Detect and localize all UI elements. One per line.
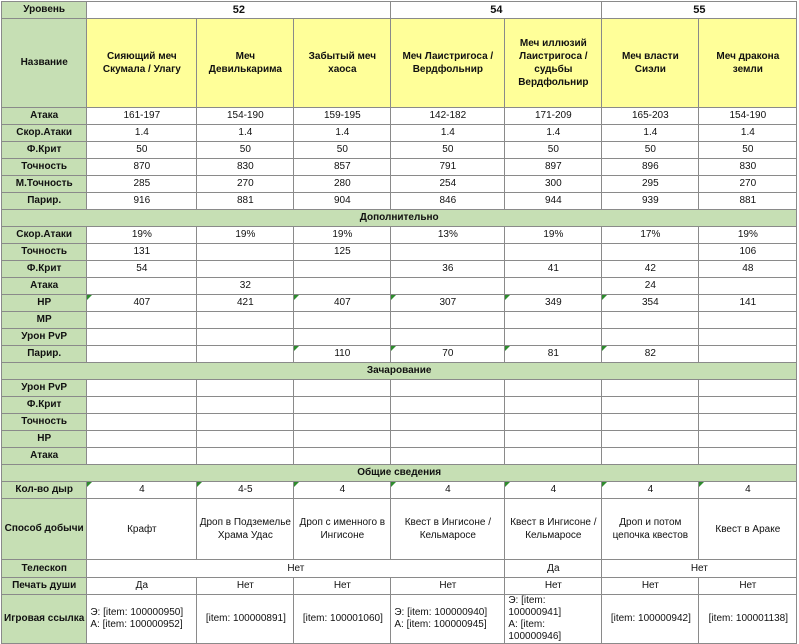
base-parry-label[interactable]: Парир. xyxy=(2,193,87,210)
telescope-value[interactable]: Нет xyxy=(602,560,797,578)
item-link: А: [item: 100000946] xyxy=(508,619,562,642)
table-cell[interactable] xyxy=(602,244,699,261)
table-cell[interactable] xyxy=(699,312,797,329)
additional-parry-label[interactable]: Парир. xyxy=(2,346,87,363)
base-accuracy-row xyxy=(2,159,797,176)
table-cell[interactable] xyxy=(87,329,197,346)
telescope-value[interactable]: Да xyxy=(505,560,602,578)
table-cell[interactable]: 50 xyxy=(505,142,602,159)
game-link-cell[interactable] xyxy=(294,595,391,644)
item-link: А: [item: 100000952] xyxy=(90,619,183,630)
weapon-name[interactable]: Меч Девилькарима xyxy=(197,19,294,108)
base-parry-row xyxy=(2,193,797,210)
table-cell[interactable]: 1.4 xyxy=(602,125,699,142)
item-link: [item: 100001138] xyxy=(708,613,788,624)
table-cell[interactable] xyxy=(294,397,391,414)
table-cell[interactable] xyxy=(602,397,699,414)
name-row xyxy=(2,19,797,108)
additional-crit-label[interactable]: Ф.Крит xyxy=(2,261,87,278)
table-cell[interactable]: 295 xyxy=(602,176,699,193)
table-cell[interactable]: 4 xyxy=(699,482,797,499)
table-cell[interactable]: 131 xyxy=(87,244,197,261)
table-cell[interactable] xyxy=(294,448,391,465)
table-cell[interactable]: 13% xyxy=(391,227,505,244)
table-cell[interactable]: 48 xyxy=(699,261,797,278)
table-cell[interactable] xyxy=(294,312,391,329)
table-cell[interactable] xyxy=(87,414,197,431)
base-attack-row xyxy=(2,108,797,125)
telescope-row xyxy=(2,560,797,578)
table-cell[interactable]: 4 xyxy=(602,482,699,499)
table-cell[interactable] xyxy=(505,329,602,346)
obtain-method-label[interactable]: Способ добычи xyxy=(2,499,87,560)
table-cell[interactable]: 50 xyxy=(602,142,699,159)
table-cell[interactable] xyxy=(294,380,391,397)
table-cell[interactable]: Да xyxy=(87,578,197,595)
weapon-name[interactable]: Меч дракона земли xyxy=(699,19,797,108)
table-cell[interactable]: 142-182 xyxy=(391,108,505,125)
table-cell[interactable]: 254 xyxy=(391,176,505,193)
level-label[interactable]: Уровень xyxy=(2,2,87,19)
table-cell[interactable]: 154-190 xyxy=(699,108,797,125)
table-cell[interactable]: Крафт xyxy=(87,499,197,560)
table-cell[interactable]: 42 xyxy=(602,261,699,278)
additional-hp-row xyxy=(2,295,797,312)
enchant-attack-label[interactable]: Атака xyxy=(2,448,87,465)
additional-accuracy-label[interactable]: Точность xyxy=(2,244,87,261)
table-cell[interactable]: 82 xyxy=(602,346,699,363)
table-cell[interactable] xyxy=(391,448,505,465)
table-cell[interactable]: 300 xyxy=(505,176,602,193)
table-cell[interactable] xyxy=(505,414,602,431)
additional-attack-label[interactable]: Атака xyxy=(2,278,87,295)
socket-count-row xyxy=(2,482,797,499)
enchant-crit-row xyxy=(2,397,797,414)
additional-section-header: Дополнительно xyxy=(2,210,797,227)
base-attack-speed-label[interactable]: Скор.Атаки xyxy=(2,125,87,142)
table-cell[interactable]: 41 xyxy=(505,261,602,278)
table-cell[interactable]: 19% xyxy=(197,227,294,244)
table-cell[interactable]: 896 xyxy=(602,159,699,176)
enchant-section-row xyxy=(2,363,797,380)
game-link-cell[interactable] xyxy=(505,595,602,644)
additional-attack-speed-label[interactable]: Скор.Атаки xyxy=(2,227,87,244)
table-cell[interactable]: 19% xyxy=(699,227,797,244)
table-cell[interactable]: 19% xyxy=(505,227,602,244)
additional-pvp-damage-row xyxy=(2,329,797,346)
table-cell[interactable] xyxy=(602,380,699,397)
enchant-attack-row xyxy=(2,448,797,465)
table-cell[interactable]: 354 xyxy=(602,295,699,312)
table-cell[interactable]: Квест в Араке xyxy=(699,499,797,560)
weapon-name[interactable]: Меч иллюзий Лаистригоса / судьбы Вердфольнир xyxy=(505,19,602,108)
table-cell[interactable] xyxy=(87,431,197,448)
table-cell[interactable] xyxy=(197,414,294,431)
soul-seal-row xyxy=(2,578,797,595)
table-cell[interactable] xyxy=(391,278,505,295)
table-cell[interactable]: Квест в Ингисоне / Кельмаросе xyxy=(505,499,602,560)
enchant-pvp-damage-label[interactable]: Урон PvP xyxy=(2,380,87,397)
additional-crit-row xyxy=(2,261,797,278)
name-label[interactable]: Название xyxy=(2,19,87,108)
enchant-crit-label[interactable]: Ф.Крит xyxy=(2,397,87,414)
weapon-name[interactable]: Меч власти Сиэли xyxy=(602,19,699,108)
base-attack-speed-row xyxy=(2,125,797,142)
table-cell[interactable] xyxy=(197,397,294,414)
table-cell[interactable]: 846 xyxy=(391,193,505,210)
table-cell[interactable]: Квест в Ингисоне / Кельмаросе xyxy=(391,499,505,560)
table-cell[interactable] xyxy=(391,380,505,397)
table-cell[interactable]: 870 xyxy=(87,159,197,176)
base-magic-accuracy-row xyxy=(2,176,797,193)
table-cell[interactable]: 171-209 xyxy=(505,108,602,125)
table-cell[interactable]: Нет xyxy=(602,578,699,595)
table-cell[interactable] xyxy=(602,431,699,448)
table-cell[interactable] xyxy=(699,346,797,363)
table-cell[interactable] xyxy=(699,448,797,465)
table-cell[interactable] xyxy=(197,448,294,465)
table-cell[interactable] xyxy=(391,312,505,329)
game-link-cell[interactable] xyxy=(197,595,294,644)
table-cell[interactable]: 50 xyxy=(294,142,391,159)
table-cell[interactable] xyxy=(294,278,391,295)
table-cell[interactable]: 161-197 xyxy=(87,108,197,125)
table-cell[interactable] xyxy=(699,431,797,448)
table-cell[interactable] xyxy=(505,448,602,465)
additional-accuracy-row xyxy=(2,244,797,261)
soul-seal-label[interactable]: Печать души xyxy=(2,578,87,595)
table-cell[interactable]: 904 xyxy=(294,193,391,210)
table-cell[interactable] xyxy=(699,329,797,346)
table-cell[interactable] xyxy=(505,380,602,397)
table-cell[interactable]: Дроп с именного в Ингисоне xyxy=(294,499,391,560)
table-cell[interactable]: Дроп и потом цепочка квестов xyxy=(602,499,699,560)
table-cell[interactable]: 939 xyxy=(602,193,699,210)
enchant-pvp-damage-row xyxy=(2,380,797,397)
item-link: [item: 100001060] xyxy=(302,613,383,624)
table-cell[interactable] xyxy=(391,244,505,261)
table-cell[interactable] xyxy=(197,261,294,278)
table-cell[interactable]: 407 xyxy=(87,295,197,312)
item-link: А: [item: 100000945] xyxy=(394,619,487,630)
table-cell[interactable] xyxy=(699,414,797,431)
additional-mp-label[interactable]: MP xyxy=(2,312,87,329)
table-cell[interactable] xyxy=(197,312,294,329)
table-cell[interactable] xyxy=(391,397,505,414)
table-cell[interactable] xyxy=(505,244,602,261)
table-cell[interactable]: 50 xyxy=(699,142,797,159)
table-cell[interactable] xyxy=(602,414,699,431)
telescope-value[interactable]: Нет xyxy=(87,560,505,578)
table-cell[interactable]: 4-5 xyxy=(197,482,294,499)
additional-section-row xyxy=(2,210,797,227)
item-link: [item: 100000942] xyxy=(610,613,691,624)
table-cell[interactable]: 50 xyxy=(391,142,505,159)
enchant-hp-row xyxy=(2,431,797,448)
additional-parry-row xyxy=(2,346,797,363)
table-cell[interactable]: 32 xyxy=(197,278,294,295)
enchant-accuracy-row xyxy=(2,414,797,431)
table-cell[interactable] xyxy=(197,380,294,397)
table-cell[interactable]: 881 xyxy=(699,193,797,210)
table-cell[interactable]: 4 xyxy=(87,482,197,499)
table-cell[interactable] xyxy=(294,329,391,346)
table-cell[interactable]: 54 xyxy=(87,261,197,278)
table-cell[interactable]: 17% xyxy=(602,227,699,244)
game-link-row xyxy=(2,595,797,644)
table-cell[interactable]: 1.4 xyxy=(294,125,391,142)
table-cell[interactable]: 19% xyxy=(294,227,391,244)
table-cell[interactable]: 1.4 xyxy=(699,125,797,142)
table-cell[interactable]: 1.4 xyxy=(505,125,602,142)
table-cell[interactable]: 881 xyxy=(197,193,294,210)
table-cell[interactable] xyxy=(294,431,391,448)
enchant-hp-label[interactable]: HP xyxy=(2,431,87,448)
enchant-section-header: Зачарование xyxy=(2,363,797,380)
table-cell[interactable] xyxy=(87,278,197,295)
table-cell[interactable]: 70 xyxy=(391,346,505,363)
table-cell[interactable]: 307 xyxy=(391,295,505,312)
table-cell[interactable] xyxy=(505,312,602,329)
socket-count-label[interactable]: Кол-во дыр xyxy=(2,482,87,499)
table-cell[interactable]: 270 xyxy=(699,176,797,193)
telescope-label[interactable]: Телескоп xyxy=(2,560,87,578)
table-cell[interactable] xyxy=(87,380,197,397)
table-cell[interactable]: 19% xyxy=(87,227,197,244)
table-cell[interactable] xyxy=(602,329,699,346)
game-link-cell[interactable] xyxy=(699,595,797,644)
item-link: [item: 100000891] xyxy=(205,613,286,624)
table-cell[interactable] xyxy=(699,397,797,414)
game-link-label[interactable]: Игровая ссылка xyxy=(2,595,87,644)
table-cell[interactable] xyxy=(505,278,602,295)
table-cell[interactable]: 81 xyxy=(505,346,602,363)
table-cell[interactable] xyxy=(87,397,197,414)
table-cell[interactable]: 830 xyxy=(699,159,797,176)
table-cell[interactable] xyxy=(294,261,391,278)
table-cell[interactable]: 791 xyxy=(391,159,505,176)
table-cell[interactable]: 421 xyxy=(197,295,294,312)
table-cell[interactable] xyxy=(699,278,797,295)
table-cell[interactable]: Дроп в Подземелье Храма Удас xyxy=(197,499,294,560)
additional-mp-row xyxy=(2,312,797,329)
additional-pvp-damage-label[interactable]: Урон PvP xyxy=(2,329,87,346)
base-magic-accuracy-label[interactable]: М.Точность xyxy=(2,176,87,193)
base-crit-row xyxy=(2,142,797,159)
table-cell[interactable]: 4 xyxy=(505,482,602,499)
table-cell[interactable]: 24 xyxy=(602,278,699,295)
base-attack-label[interactable]: Атака xyxy=(2,108,87,125)
table-footer xyxy=(2,560,797,644)
table-cell[interactable]: Нет xyxy=(391,578,505,595)
table-cell[interactable]: 897 xyxy=(505,159,602,176)
table-cell[interactable] xyxy=(197,431,294,448)
table-cell[interactable] xyxy=(391,431,505,448)
table-cell[interactable]: 349 xyxy=(505,295,602,312)
game-link-cell[interactable] xyxy=(391,595,505,644)
table-cell[interactable] xyxy=(602,312,699,329)
table-cell[interactable]: 280 xyxy=(294,176,391,193)
weapon-name[interactable]: Забытый меч хаоса xyxy=(294,19,391,108)
table-cell[interactable]: 4 xyxy=(391,482,505,499)
table-cell[interactable] xyxy=(87,346,197,363)
item-link: Э: [item: 100000941] xyxy=(508,595,562,618)
general-section-header: Общие сведения xyxy=(2,465,797,482)
table-cell[interactable]: 106 xyxy=(699,244,797,261)
game-link-cell[interactable] xyxy=(87,595,197,644)
level-row xyxy=(2,2,797,19)
table-cell[interactable] xyxy=(294,414,391,431)
general-section-row xyxy=(2,465,797,482)
table-cell[interactable]: 50 xyxy=(87,142,197,159)
table-cell[interactable]: 4 xyxy=(294,482,391,499)
item-link: Э: [item: 100000950] xyxy=(90,607,184,618)
table-cell[interactable]: 857 xyxy=(294,159,391,176)
item-link: Э: [item: 100000940] xyxy=(394,607,488,618)
table-cell[interactable]: 285 xyxy=(87,176,197,193)
table-cell[interactable] xyxy=(197,244,294,261)
table-cell[interactable]: 159-195 xyxy=(294,108,391,125)
table-cell[interactable] xyxy=(197,346,294,363)
table-cell[interactable]: Нет xyxy=(294,578,391,595)
weapon-name[interactable]: Меч Лаистригоса / Вердфольнир xyxy=(391,19,505,108)
base-accuracy-label[interactable]: Точность xyxy=(2,159,87,176)
table-cell[interactable]: 944 xyxy=(505,193,602,210)
table-cell[interactable] xyxy=(87,448,197,465)
table-cell[interactable]: 1.4 xyxy=(391,125,505,142)
additional-attack-speed-row xyxy=(2,227,797,244)
table-cell[interactable]: 165-203 xyxy=(602,108,699,125)
table-cell[interactable]: 270 xyxy=(197,176,294,193)
table-cell[interactable]: 1.4 xyxy=(87,125,197,142)
level-52[interactable]: 52 xyxy=(87,2,391,19)
enchant-accuracy-label[interactable]: Точность xyxy=(2,414,87,431)
table-cell[interactable]: 407 xyxy=(294,295,391,312)
game-link-cell[interactable] xyxy=(602,595,699,644)
table-cell[interactable]: 830 xyxy=(197,159,294,176)
level-54[interactable]: 54 xyxy=(391,2,602,19)
table-cell[interactable] xyxy=(87,312,197,329)
table-cell[interactable]: 125 xyxy=(294,244,391,261)
table-body xyxy=(2,2,797,560)
table-cell[interactable]: 36 xyxy=(391,261,505,278)
additional-attack-row xyxy=(2,278,797,295)
table-cell[interactable] xyxy=(602,448,699,465)
table-cell[interactable]: Нет xyxy=(505,578,602,595)
table-cell[interactable]: 141 xyxy=(699,295,797,312)
table-cell[interactable]: 154-190 xyxy=(197,108,294,125)
table-cell[interactable] xyxy=(505,431,602,448)
base-crit-label[interactable]: Ф.Крит xyxy=(2,142,87,159)
weapon-name[interactable]: Сияющий меч Скумала / Улагу xyxy=(87,19,197,108)
weapon-comparison-table xyxy=(1,1,797,644)
table-cell[interactable] xyxy=(391,414,505,431)
table-cell[interactable]: 50 xyxy=(197,142,294,159)
table-cell[interactable]: 110 xyxy=(294,346,391,363)
obtain-method-row xyxy=(2,499,797,560)
table-cell[interactable]: 1.4 xyxy=(197,125,294,142)
level-55[interactable]: 55 xyxy=(602,2,797,19)
table-cell[interactable]: 916 xyxy=(87,193,197,210)
table-cell[interactable]: Нет xyxy=(197,578,294,595)
table-cell[interactable]: Нет xyxy=(699,578,797,595)
table-cell[interactable] xyxy=(505,397,602,414)
additional-hp-label[interactable]: HP xyxy=(2,295,87,312)
table-cell[interactable] xyxy=(699,380,797,397)
table-cell[interactable] xyxy=(391,329,505,346)
table-cell[interactable] xyxy=(197,329,294,346)
